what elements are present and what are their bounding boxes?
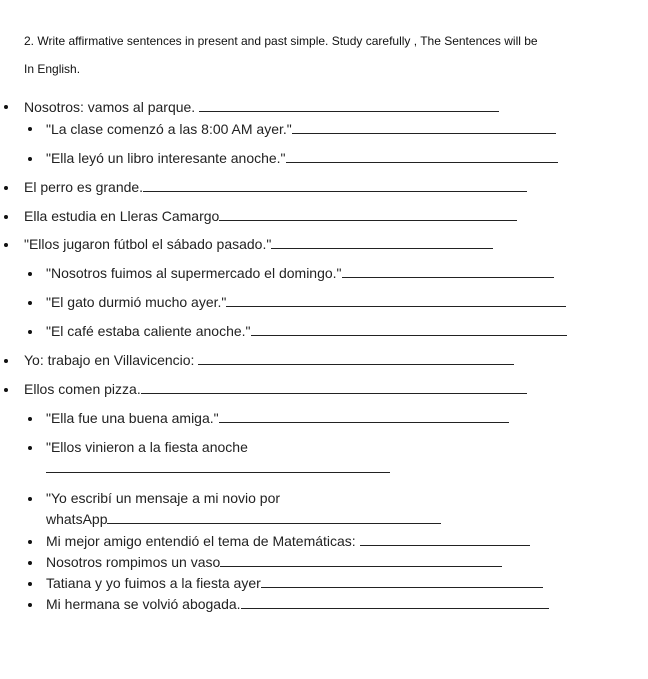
bullet-icon (4, 388, 8, 392)
answer-blank[interactable] (220, 554, 502, 567)
answer-blank[interactable] (141, 381, 527, 394)
answer-blank[interactable] (261, 575, 543, 588)
bullet-icon (28, 330, 32, 334)
answer-blank[interactable] (286, 150, 558, 163)
bullet-icon (28, 417, 32, 421)
sentence-text: whatsApp (46, 511, 108, 527)
bullet-icon (4, 359, 8, 363)
bullet-icon (28, 157, 32, 161)
sentence-item (24, 352, 514, 368)
sentence-text: Nosotros: vamos al parque. (24, 99, 200, 115)
sentence-item-continuation (46, 511, 441, 527)
answer-blank[interactable] (143, 179, 527, 192)
sentence-text: "Ella leyó un libro interesante anoche." (46, 150, 286, 166)
sentence-text: "Nosotros fuimos al supermercado el domingo." (46, 265, 342, 281)
answer-blank[interactable] (46, 472, 390, 473)
sentence-item (46, 575, 543, 591)
sentence-text: "El café estaba caliente anoche." (46, 323, 251, 339)
bullet-icon (28, 561, 32, 565)
answer-blank[interactable] (251, 323, 567, 336)
sentence-text: "Ellos jugaron fútbol el sábado pasado." (24, 236, 272, 252)
bullet-icon (4, 243, 8, 247)
sentence-item (46, 294, 566, 310)
answer-blank[interactable] (219, 410, 509, 423)
sentence-item (24, 236, 493, 252)
bullet-icon (28, 301, 32, 305)
answer-blank[interactable] (271, 236, 493, 249)
sentence-item (46, 150, 558, 166)
sentence-item (46, 596, 549, 612)
sentence-text: Tatiana y yo fuimos a la fiesta ayer (46, 575, 261, 591)
answer-blank[interactable] (198, 352, 514, 365)
bullet-icon (4, 215, 8, 219)
sentence-text: Mi mejor amigo entendió el tema de Matemáticas: (46, 533, 360, 549)
answer-blank[interactable] (342, 265, 554, 278)
sentence-item (46, 439, 248, 455)
bullet-icon (28, 497, 32, 501)
sentence-item (46, 533, 530, 549)
instructions-line-2: In English. (24, 62, 81, 76)
sentence-text: Yo: trabajo en Villavicencio: (24, 352, 199, 368)
sentence-item (24, 381, 527, 397)
answer-blank[interactable] (199, 99, 499, 112)
bullet-icon (28, 540, 32, 544)
sentence-item (24, 208, 517, 224)
sentence-text: Mi hermana se volvió abogada. (46, 596, 241, 612)
bullet-icon (28, 582, 32, 586)
sentence-text: Ellos comen pizza. (24, 381, 141, 397)
answer-blank[interactable] (219, 208, 517, 221)
sentence-text: El perro es grande. (24, 179, 144, 195)
bullet-icon (28, 272, 32, 276)
sentence-text: Ella estudia en Lleras Camargo (24, 208, 220, 224)
answer-blank[interactable] (241, 596, 549, 609)
bullet-icon (4, 105, 8, 109)
bullet-icon (28, 446, 32, 450)
instructions-line-1: 2. Write affirmative sentences in present and past simple. Study carefully , The Sentences will be (24, 34, 538, 48)
sentence-item (46, 121, 556, 137)
sentence-text: "El gato durmió mucho ayer." (46, 294, 227, 310)
sentence-item (46, 265, 554, 281)
sentence-text: "Yo escribí un mensaje a mi novio por (46, 490, 281, 506)
sentence-item (24, 179, 527, 195)
answer-blank[interactable] (107, 511, 441, 524)
sentence-item (46, 490, 280, 506)
sentence-item (46, 323, 567, 339)
bullet-icon (28, 603, 32, 607)
answer-blank[interactable] (226, 294, 566, 307)
answer-blank[interactable] (360, 533, 530, 546)
sentence-text: "La clase comenzó a las 8:00 AM ayer." (46, 121, 292, 137)
sentence-item (24, 99, 499, 115)
sentence-item (46, 554, 502, 570)
sentence-text: "Ellos vinieron a la fiesta anoche (46, 439, 248, 455)
bullet-icon (4, 186, 8, 190)
sentence-text: "Ella fue una buena amiga." (46, 410, 219, 426)
answer-blank[interactable] (292, 121, 556, 134)
bullet-icon (28, 127, 32, 131)
sentence-text: Nosotros rompimos un vaso (46, 554, 221, 570)
sentence-item (46, 410, 509, 426)
